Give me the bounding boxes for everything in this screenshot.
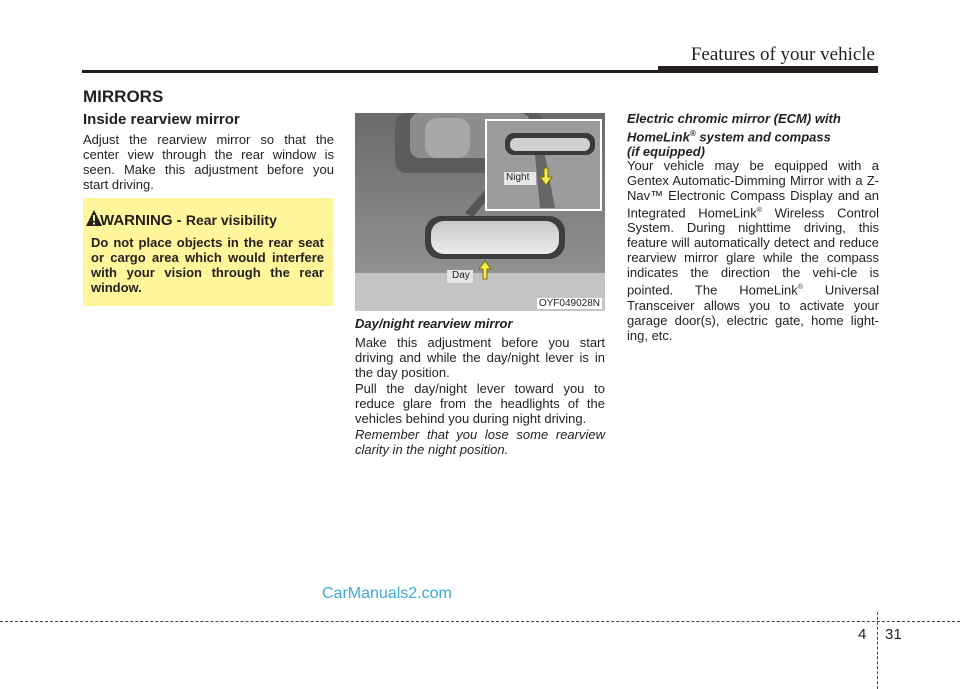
daynight-heading: Day/night rearview mirror [355,316,513,331]
daynight-note: Remember that you lose some rearview clarity in the night position. [355,427,605,457]
night-label: Night [506,172,530,183]
footer-divider [877,612,878,689]
chapter-number: 4 [858,626,867,643]
mirror-figure [355,113,605,311]
ecm-heading-c: (if equipped) [627,144,705,160]
running-header: Features of your vehicle [690,44,875,65]
header-rule [82,70,658,73]
warning-box [83,198,333,306]
figure-code: OYF049028N [538,298,600,309]
daynight-para-2: Pull the day/night lever toward you to reduce glare from the headlights of the vehicles behind you during night driving. [355,381,605,426]
warning-text: Do not place objects in the rear seat or cargo area which would interfere with your vision through the rear window. [91,235,324,295]
watermark-link[interactable]: CarManuals2.com [322,585,452,602]
inside-mirror-text: Adjust the rearview mirror so that the center view through the rear window is seen. Make this adjustment before you start driving. [83,132,334,192]
daynight-para-1: Make this adjustment before you start driving and while the day/night lever is in the day position. [355,335,605,380]
mirror-illustration [355,113,605,311]
inside-mirror-heading: Inside rearview mirror [83,111,240,128]
warning-topic: Rear visibility [185,212,277,228]
ecm-text-reg-2: ® [797,284,803,292]
section-title: MIRRORS [83,87,164,106]
warning-title [100,212,277,229]
ecm-text-b: Wireless Control System. During nighttime driving, this feature will automatically detect and reduce rearview mirror glare while the compass indicates the direction the vehi-cle is pointed. The HomeLink [627,205,880,298]
ecm-text-a: Your vehicle may be equipped with a Gentex Automatic-Dimming Mirror with a Z-Nav™ Electronic Compass Display and an Integrated HomeLink [627,158,879,221]
ecm-heading [627,111,879,159]
ecm-text-reg-1: ® [756,207,762,214]
warning-label: WARNING - [100,212,186,229]
ecm-heading-reg: ® [689,129,696,138]
header-rule-thick [658,66,878,73]
ecm-text-c: Universal Transceiver allows you to activate your garage door(s), electric gate, home light-ing, etc. [627,282,879,343]
ecm-text [627,158,879,343]
ecm-heading-b: system and compass [695,129,831,145]
day-label: Day [452,270,470,281]
ecm-heading-a: Electric chromic mirror (ECM) with HomeLink [627,111,841,145]
page-number: 31 [885,626,902,643]
footer-rule [0,621,960,622]
